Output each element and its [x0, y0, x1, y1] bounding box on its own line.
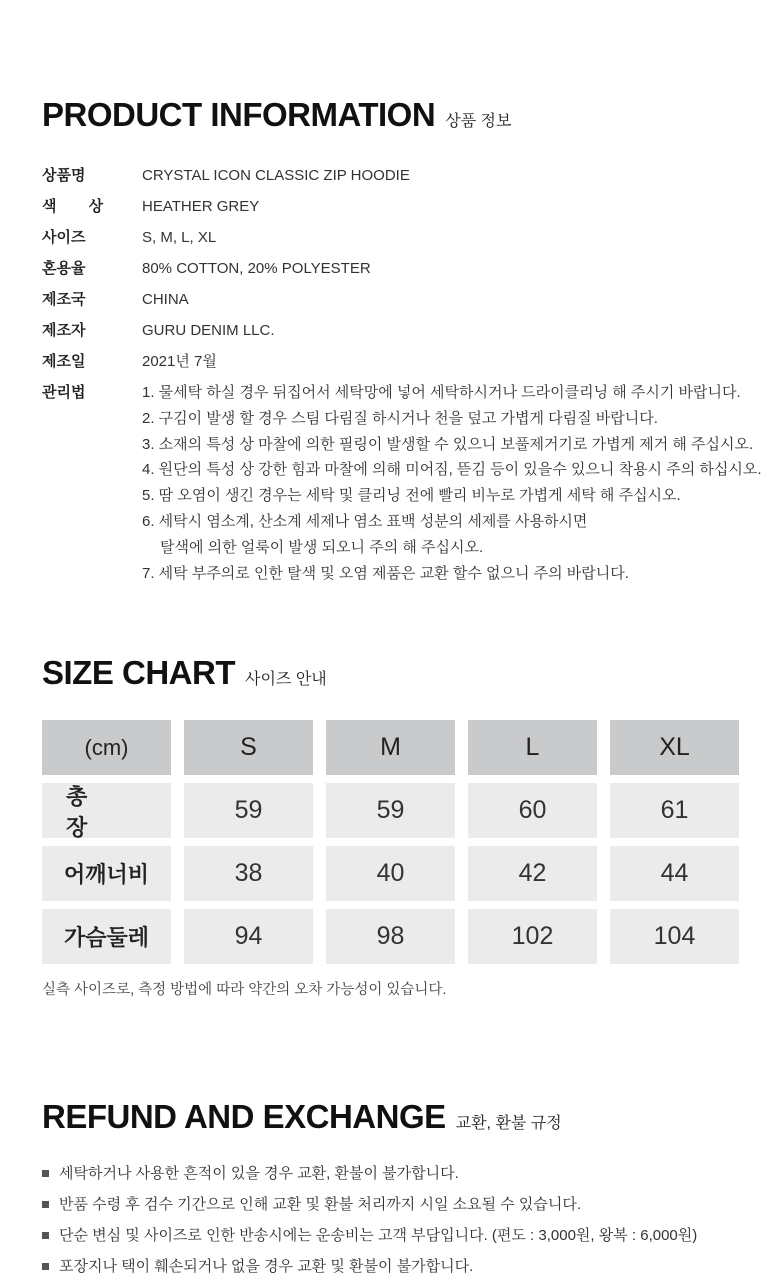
refund-policy-list: [42, 1158, 697, 1282]
size-header-xl: XL: [610, 720, 739, 775]
care-item: 6. 세탁시 염소계, 산소계 세제나 염소 표백 성분의 세제를 사용하시면: [142, 512, 588, 530]
product-info-title-ko: 상품 정보: [445, 113, 512, 130]
info-row-material: [42, 253, 762, 284]
info-row-care: [42, 380, 762, 586]
info-row-manufacturer: [42, 315, 762, 346]
info-row-date: [42, 346, 762, 377]
care-item: 3. 소재의 특성 상 마찰에 의한 필링이 발생할 수 있으니 보풀제거기로 가볍게 제거 해 주십시오.: [142, 435, 754, 453]
size-cell: 44: [610, 846, 739, 901]
info-value: CHINA: [142, 291, 189, 308]
size-cell: 104: [610, 909, 739, 964]
size-cell: 102: [468, 909, 597, 964]
refund-item: [42, 1251, 697, 1282]
care-item: 5. 땀 오염이 생긴 경우는 세탁 및 클리닝 전에 빨리 비누로 가볍게 세탁 해 주십시오.: [142, 487, 681, 505]
square-bullet-icon: [42, 1232, 49, 1239]
refund-item-text: 단순 변심 및 사이즈로 인한 반송시에는 운송비는 고객 부담입니다. (편도 : 3,000원, 왕복 : 6,000원): [59, 1227, 698, 1244]
care-item: 1. 물세탁 하실 경우 뒤집어서 세탁망에 넣어 세탁하시거나 드라이클리닝 해 주시기 바랍니다.: [142, 384, 741, 401]
care-item: 4. 원단의 특성 상 강한 힘과 마찰에 의해 미어짐, 뜯김 등이 있을수 있으니 착용시 주의 하십시오.: [142, 461, 762, 479]
size-unit-header: (cm): [42, 720, 171, 775]
care-item-continued-text: 탈색에 의한 얼룩이 발생 되오니 주의 해 주십시오.: [160, 538, 484, 556]
info-value: CRYSTAL ICON CLASSIC ZIP HOODIE: [142, 167, 410, 184]
size-chart-title: [42, 654, 327, 692]
info-label: 상품명: [42, 167, 86, 184]
refund-title-ko: 교환, 환불 규정: [455, 1115, 562, 1132]
care-instructions-list: [142, 380, 762, 586]
refund-item: [42, 1158, 697, 1189]
care-item: 7. 세탁 부주의로 인한 탈색 및 오염 제품은 교환 할수 없으니 주의 바랍니다.: [142, 564, 629, 582]
size-chart-note: 실측 사이즈로, 측정 방법에 따라 약간의 오차 가능성이 있습니다.: [42, 982, 447, 998]
refund-item-text: 포장지나 택이 훼손되거나 없을 경우 교환 및 환불이 불가합니다.: [59, 1258, 474, 1275]
size-cell: 61: [610, 783, 739, 838]
info-label: 혼용율: [42, 260, 86, 277]
refund-item: [42, 1189, 697, 1220]
info-label: 색 상: [42, 198, 118, 215]
care-item: 2. 구김이 발생 할 경우 스팀 다림질 하시거나 천을 덮고 가볍게 다림질 바랍니다.: [142, 409, 658, 427]
size-cell: 94: [184, 909, 313, 964]
size-chart-title-ko: 사이즈 안내: [245, 671, 327, 688]
size-cell: 60: [468, 783, 597, 838]
size-cell: 40: [326, 846, 455, 901]
size-cell: 98: [326, 909, 455, 964]
size-row-label-length: 총 장: [42, 783, 171, 838]
care-item-continued: [142, 535, 762, 561]
info-value: HEATHER GREY: [142, 198, 260, 215]
info-label: 제조국: [42, 291, 86, 308]
info-row-name: [42, 160, 762, 191]
info-row-size: [42, 222, 762, 253]
info-value: 80% COTTON, 20% POLYESTER: [142, 260, 371, 277]
size-header-s: S: [184, 720, 313, 775]
size-cell: 42: [468, 846, 597, 901]
product-info-title: [42, 96, 511, 134]
size-cell: 59: [184, 783, 313, 838]
size-cell: 59: [326, 783, 455, 838]
info-value: 2021년 7월: [142, 353, 217, 370]
size-chart-table: [42, 720, 739, 964]
info-label: 사이즈: [42, 229, 86, 246]
info-label: 제조자: [42, 322, 86, 339]
care-label: 관리법: [42, 384, 86, 401]
info-value: S, M, L, XL: [142, 229, 217, 246]
product-info-table: [42, 160, 762, 586]
size-chart-title-en: SIZE CHART: [42, 654, 235, 691]
info-row-country: [42, 284, 762, 315]
refund-item-text: 반품 수령 후 검수 기간으로 인해 교환 및 환불 처리까지 시일 소요될 수 있습니다.: [59, 1196, 582, 1213]
square-bullet-icon: [42, 1263, 49, 1270]
refund-item-text: 세탁하거나 사용한 흔적이 있을 경우 교환, 환불이 불가합니다.: [59, 1165, 459, 1182]
info-label: 제조일: [42, 353, 86, 370]
refund-title-en: REFUND AND EXCHANGE: [42, 1098, 446, 1135]
size-header-m: M: [326, 720, 455, 775]
size-row-label-chest: 가슴둘레: [42, 909, 171, 964]
square-bullet-icon: [42, 1170, 49, 1177]
info-row-color: [42, 191, 762, 222]
size-header-l: L: [468, 720, 597, 775]
product-info-title-en: PRODUCT INFORMATION: [42, 96, 436, 133]
info-value: GURU DENIM LLC.: [142, 322, 275, 339]
size-row-label-shoulder: 어깨너비: [42, 846, 171, 901]
size-cell: 38: [184, 846, 313, 901]
refund-item: [42, 1220, 697, 1251]
refund-title: [42, 1098, 562, 1136]
square-bullet-icon: [42, 1201, 49, 1208]
